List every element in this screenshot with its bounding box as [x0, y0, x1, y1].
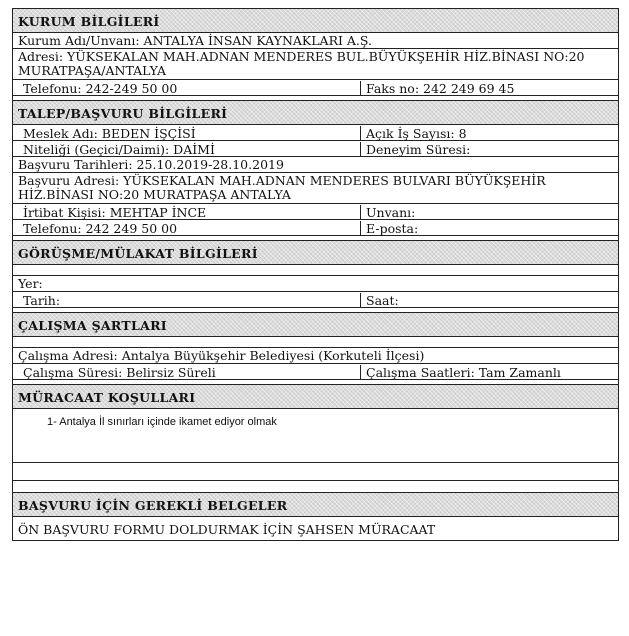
talep-telefon-row	[12, 220, 619, 236]
section-header-talep: TALEP/BAŞVURU BİLGİLERİ	[12, 100, 619, 125]
gorusme-saat: Saat:	[366, 293, 399, 308]
talep-adres: Başvuru Adresi: YÜKSEKALAN MAH.ADNAN MENDERES BULVARI BÜYÜKŞEHİR HİZ.BİNASI NO:20 MURATPAŞA ANTALYA	[12, 173, 619, 204]
section-header-kurum: KURUM BİLGİLERİ	[12, 8, 619, 33]
calisma-adres: Çalışma Adresi: Antalya Büyükşehir Belediyesi (Korkuteli İlçesi)	[12, 348, 619, 364]
calisma-sure: Çalışma Süresi: Belirsiz Süreli	[18, 365, 361, 379]
belgeler-text: ÖN BAŞVURU FORMU DOLDURMAK İÇİN ŞAHSEN MÜRACAAT	[12, 517, 619, 541]
section-header-gorusme: GÖRÜŞME/MÜLAKAT BİLGİLERİ	[12, 240, 619, 265]
calisma-saat: Çalışma Saatleri: Tam Zamanlı	[366, 365, 561, 380]
spacer	[12, 463, 619, 481]
talep-deneyim: Deneyim Süresi:	[366, 142, 471, 157]
kurum-faks: Faks no: 242 249 69 45	[366, 81, 515, 96]
spacer	[12, 481, 619, 492]
talep-meslek: Meslek Adı: BEDEN İŞÇİSİ	[18, 126, 361, 140]
talep-telefon: Telefonu: 242 249 50 00	[18, 221, 361, 235]
gorusme-tarih: Tarih:	[18, 293, 361, 307]
talep-irtibat-row	[12, 204, 619, 220]
talep-tarihler: Başvuru Tarihleri: 25.10.2019-28.10.2019	[12, 157, 619, 173]
kurum-adres: Adresi: YÜKSEKALAN MAH.ADNAN MENDERES BUL.BÜYÜKŞEHİR HİZ.BİNASI NO:20 MURATPAŞA/ANTALYA	[12, 49, 619, 80]
section-header-muracaat: MÜRACAAT KOŞULLARI	[12, 384, 619, 409]
talep-eposta: E-posta:	[366, 221, 419, 236]
gorusme-yer: Yer:	[12, 276, 619, 292]
kurum-telefon: Telefonu: 242-249 50 00	[18, 81, 361, 95]
kurum-ad: Kurum Adı/Unvanı: ANTALYA İNSAN KAYNAKLARI A.Ş.	[12, 33, 619, 49]
talep-unvan: Unvanı:	[366, 205, 416, 220]
talep-nitelik: Niteliği (Geçici/Daimi): DAİMİ	[18, 142, 361, 156]
spacer	[12, 337, 619, 348]
talep-meslek-row	[12, 125, 619, 141]
talep-nitelik-row	[12, 141, 619, 157]
calisma-sure-row	[12, 364, 619, 380]
gorusme-tarih-row	[12, 292, 619, 308]
talep-irtibat: İrtibat Kişisi: MEHTAP İNCE	[18, 205, 361, 219]
talep-acik-is: Açık İş Sayısı: 8	[366, 126, 467, 141]
application-form	[12, 8, 619, 541]
kurum-contact-row	[12, 80, 619, 96]
muracaat-condition: 1- Antalya İl sınırları içinde ikamet ediyor olmak	[12, 409, 619, 463]
section-header-belgeler: BAŞVURU İÇİN GEREKLİ BELGELER	[12, 492, 619, 517]
spacer	[12, 265, 619, 276]
section-header-calisma: ÇALIŞMA ŞARTLARI	[12, 312, 619, 337]
